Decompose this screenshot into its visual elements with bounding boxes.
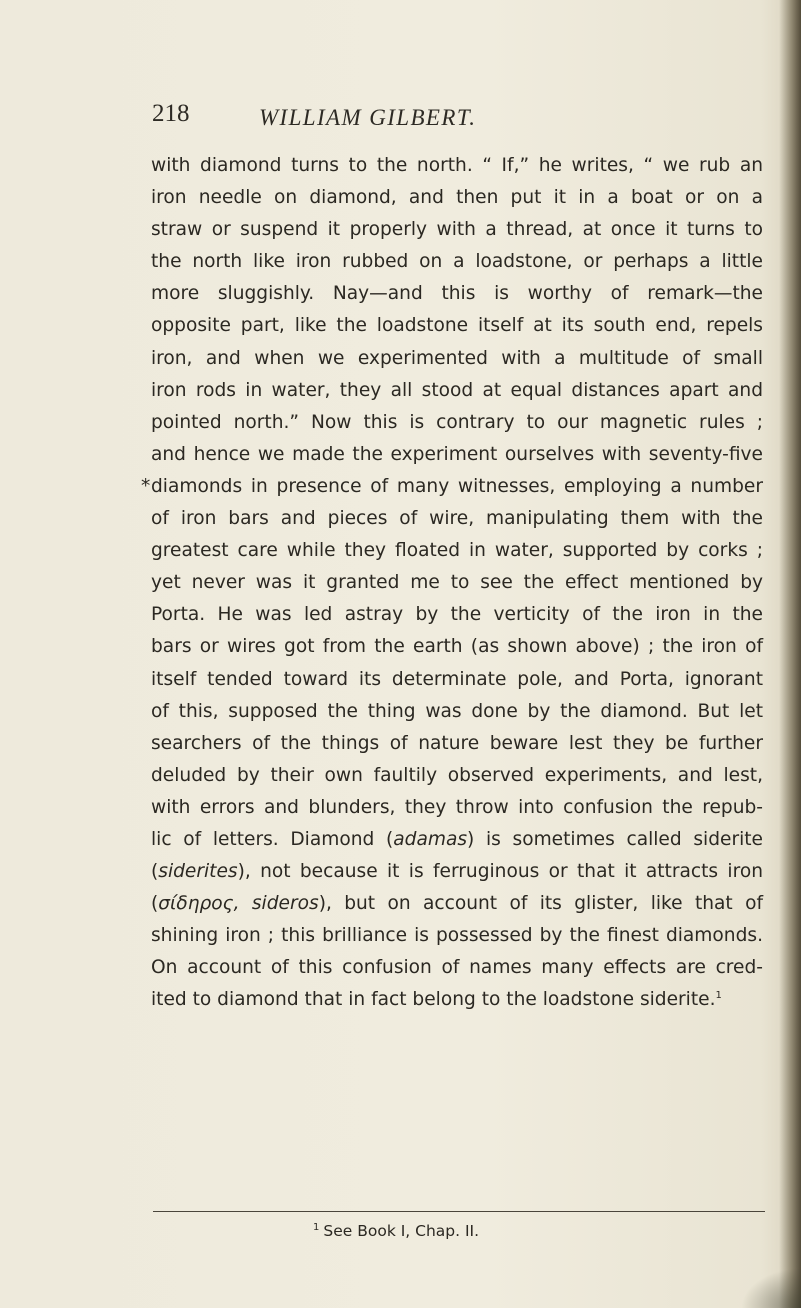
line-text: lic of letters. Diamond ( — [151, 828, 394, 850]
text-line — [151, 375, 763, 407]
line-text: On account of this confusion of names many effects are cred- — [151, 957, 763, 979]
text-line — [151, 824, 763, 856]
line-text: and hence we made the experiment ourselves with seventy-five — [151, 443, 763, 465]
line-text: of this, supposed the thing was done by the diamond. But let — [151, 700, 763, 722]
asterisk-marker: * — [141, 475, 151, 497]
line-text: ( — [151, 893, 159, 915]
text-line — [151, 535, 763, 567]
line-text: yet never was it granted me to see the effect mentioned by — [151, 572, 763, 594]
text-line — [151, 856, 763, 888]
line-text: greatest care while they floated in water, supported by corks ; — [151, 540, 763, 562]
footnote-reference[interactable]: 1 — [715, 990, 722, 1002]
line-text: searchers of the things of nature beware lest they be further — [151, 732, 763, 754]
text-line — [151, 952, 763, 984]
line-text: ) is sometimes called siderite — [467, 828, 763, 850]
line-text: iron, and when we experimented with a multitude of small — [151, 347, 763, 369]
text-line — [151, 664, 763, 696]
text-line — [151, 760, 763, 792]
footnote-marker: 1 — [313, 1221, 320, 1233]
line-text: iron needle on diamond, and then put it in a boat or on a — [151, 187, 763, 209]
footnote-rule — [153, 1211, 765, 1212]
line-text: opposite part, like the loadstone itself at its south end, repels — [151, 315, 763, 337]
body-text — [141, 150, 764, 1017]
text-line — [151, 343, 763, 375]
line-text: the north like iron rubbed on a loadstone, or perhaps a little — [151, 251, 763, 273]
line-text: Porta. He was led astray by the verticity of the iron in the — [151, 604, 763, 626]
line-text: ( — [151, 861, 159, 883]
page-number: 218 — [152, 100, 190, 127]
text-line — [151, 599, 763, 631]
text-line — [151, 792, 763, 824]
line-text: ), but on account of its glister, like that of — [318, 893, 764, 915]
text-line — [151, 278, 763, 310]
italic-term-siderites: siderites — [158, 861, 238, 883]
line-text: ), not because it is ferruginous or that it attracts iron — [237, 861, 763, 883]
text-line — [151, 407, 763, 439]
text-line — [151, 214, 763, 246]
line-text: deluded by their own faultily observed experiments, and lest, — [151, 764, 763, 786]
line-text: shining iron ; this brilliance is possessed by the finest diamonds. — [151, 925, 763, 947]
text-line — [151, 728, 763, 760]
text-line — [151, 696, 763, 728]
line-text: pointed north.” Now this is contrary to our magnetic rules ; — [151, 411, 763, 433]
text-line — [151, 310, 763, 342]
line-text: with errors and blunders, they throw into confusion the repub- — [151, 796, 763, 818]
line-text: itself tended toward its determinate pole, and Porta, ignorant — [151, 668, 763, 690]
text-line — [141, 471, 763, 503]
italic-term-sideros: σίδηρος, sideros — [158, 893, 319, 915]
page-header — [152, 100, 762, 140]
text-line — [151, 567, 763, 599]
line-text: more sluggishly. Nay—and this is worthy of remark—the — [151, 283, 763, 305]
text-line — [151, 182, 763, 214]
line-text: ited to diamond that in fact belong to the loadstone siderite. — [151, 989, 716, 1011]
running-title: WILLIAM GILBERT. — [259, 105, 477, 130]
line-text: with diamond turns to the north. “ If,” he writes, “ we rub an — [151, 155, 763, 176]
line-text: straw or suspend it properly with a thread, at once it turns to — [151, 219, 763, 241]
line-text: bars or wires got from the earth (as shown above) ; the iron of — [151, 636, 763, 658]
footnote — [313, 1222, 479, 1240]
text-line — [151, 888, 763, 920]
line-text: of iron bars and pieces of wire, manipulating them with the — [151, 508, 763, 530]
page-corner-shadow — [741, 1268, 801, 1308]
line-text: iron rods in water, they all stood at equal distances apart and — [151, 379, 763, 401]
text-line — [151, 150, 763, 182]
text-line — [151, 503, 763, 535]
line-text: diamonds in presence of many witnesses, employing a number — [151, 475, 763, 497]
footnote-text: See Book I, Chap. II. — [323, 1222, 480, 1240]
text-line — [151, 631, 763, 663]
text-line — [151, 920, 763, 952]
italic-term-adamas: adamas — [393, 828, 468, 850]
text-line — [151, 984, 763, 1016]
text-line — [151, 246, 763, 278]
page-edge-shadow — [779, 0, 801, 1308]
text-line — [151, 439, 763, 471]
